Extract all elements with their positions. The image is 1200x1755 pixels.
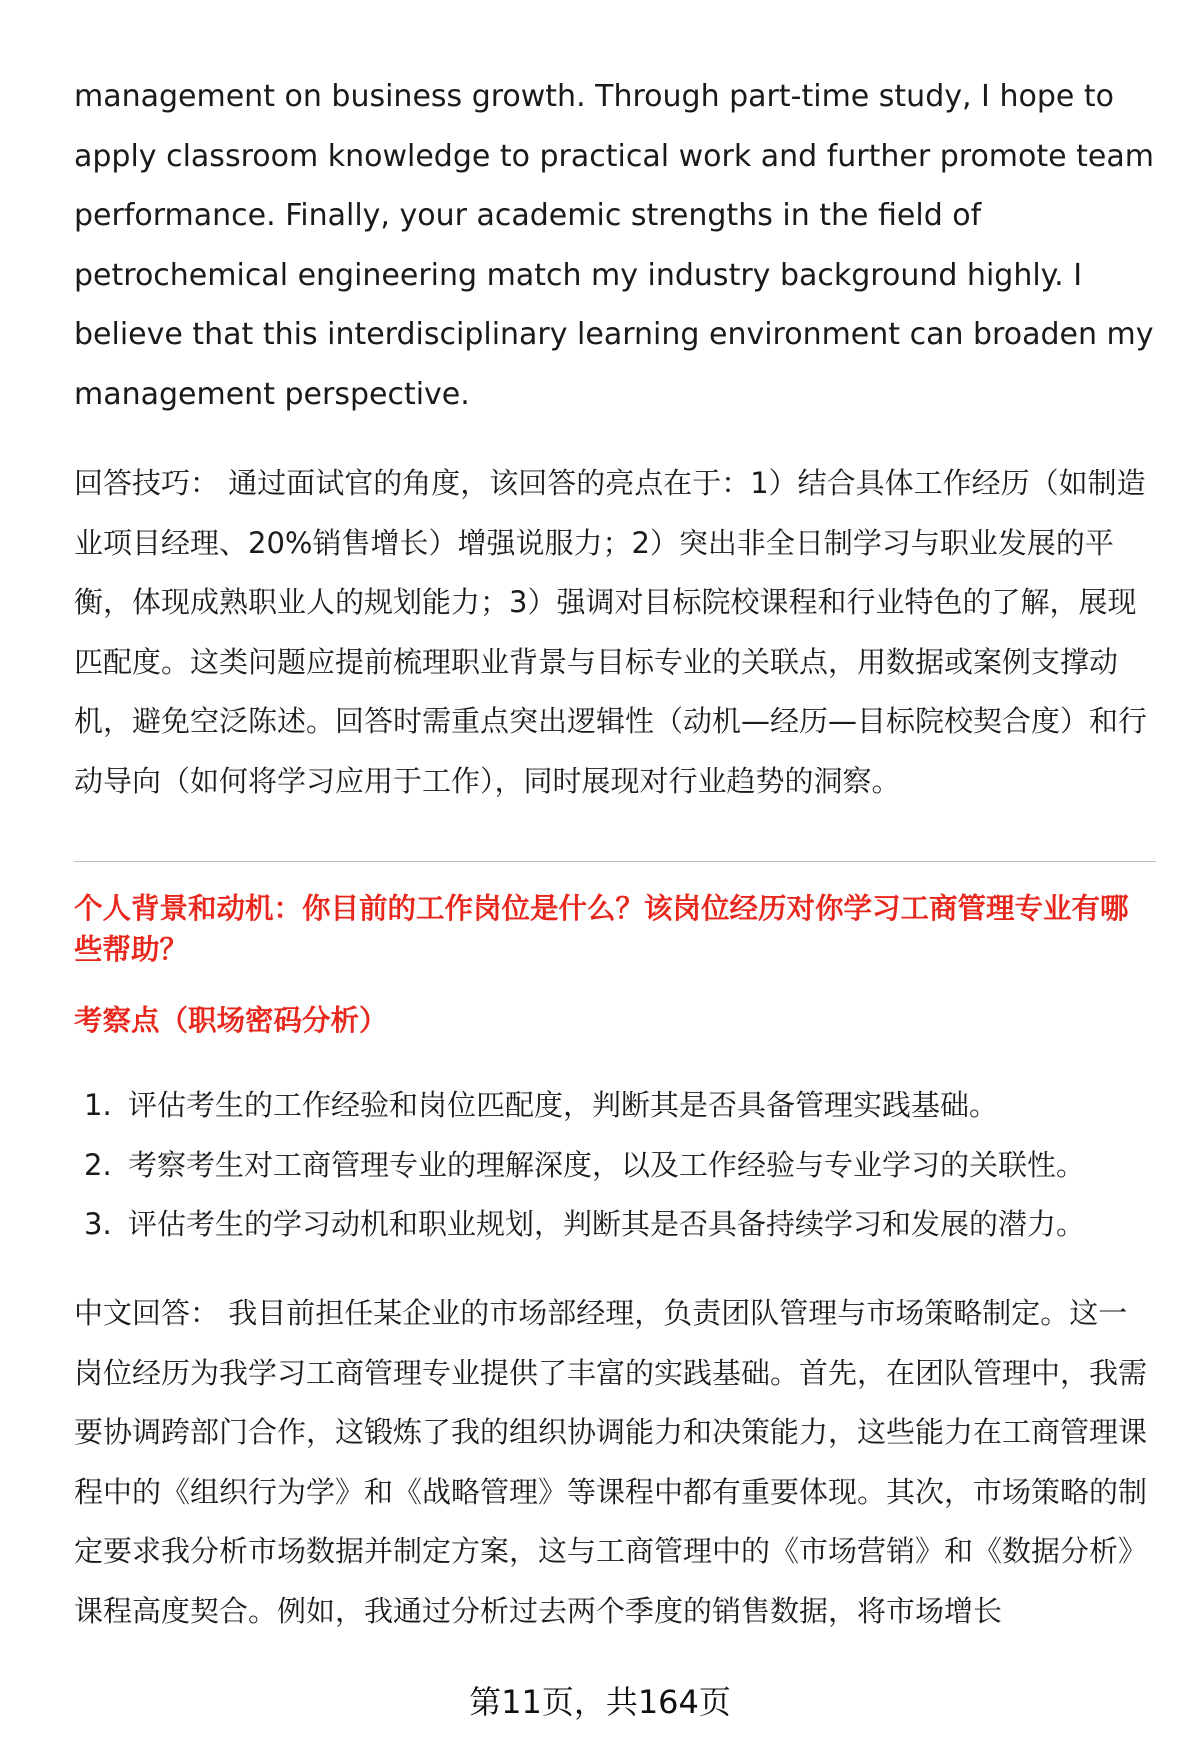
list-item bbox=[84, 1076, 1156, 1136]
assessment-points-heading: 考察点（职场密码分析） bbox=[74, 1004, 388, 1037]
answer-tips-paragraph bbox=[74, 454, 1156, 811]
list-item-text: 考察考生对工商管理专业的理解深度，以及工作经验与专业学习的关联性。 bbox=[128, 1147, 1086, 1182]
list-item bbox=[84, 1136, 1156, 1196]
answer-tips-label: 回答技巧： bbox=[74, 466, 220, 500]
list-item bbox=[84, 1195, 1156, 1255]
list-item-number: 2. bbox=[84, 1147, 112, 1182]
english-answer-paragraph: management on business growth. Through part-time study, I hope to apply classroom knowledge to practical work and further promote team performance. Finally, your academic strengths in the field of petrochemical engineering match my industry background highly. I believe that this interdisciplinary learning environment can broaden my management perspective. bbox=[74, 79, 1154, 412]
list-item-number: 1. bbox=[84, 1088, 112, 1122]
list-item-text: 评估考生的工作经验和岗位匹配度，判断其是否具备管理实践基础。 bbox=[128, 1088, 999, 1122]
answer-tips-text: 通过面试官的角度，该回答的亮点在于：1）结合具体工作经历（如制造业项目经理、20%销售增长）增强说服力；2）突出非全日制学习与职业发展的平衡，体现成熟职业人的规划能力；3）强调对目标院校课程和行业特色的了解，展现匹配度。这类问题应提前梳理职业背景与目标专业的关联点，用数据或案例支撑动机，避免空泛陈述。回答时需重点突出逻辑性（动机—经历—目标院校契合度）和行动导向（如何将学习应用于工作），同时展现对行业趋势的洞察。 bbox=[74, 466, 1148, 798]
assessment-points-list bbox=[84, 1076, 1156, 1255]
chinese-answer-label: 中文回答： bbox=[74, 1296, 220, 1330]
list-item-number: 3. bbox=[84, 1207, 112, 1241]
section-divider bbox=[74, 861, 1156, 862]
chinese-answer-text: 我目前担任某企业的市场部经理，负责团队管理与市场策略制定。这一岗位经历为我学习工商管理专业提供了丰富的实践基础。首先，在团队管理中，我需要协调跨部门合作，这锻炼了我的组织协调能力和决策能力，这些能力在工商管理课程中的《组织行为学》和《战略管理》等课程中都有重要体现。其次，市场策略的制定要求我分析市场数据并制定方案，这与工商管理中的《市场营销》和《数据分析》课程高度契合。例如，我通过分析过去两个季度的销售数据，将市场增长 bbox=[74, 1296, 1148, 1628]
list-item-text: 评估考生的学习动机和职业规划，判断其是否具备持续学习和发展的潜力。 bbox=[128, 1207, 1086, 1241]
chinese-answer-paragraph bbox=[74, 1284, 1156, 1641]
question-heading: 个人背景和动机：你目前的工作岗位是什么？该岗位经历对你学习工商管理专业有哪些帮助？ bbox=[74, 892, 1129, 966]
page-number-footer: 第11页，共164页 bbox=[469, 1683, 731, 1721]
